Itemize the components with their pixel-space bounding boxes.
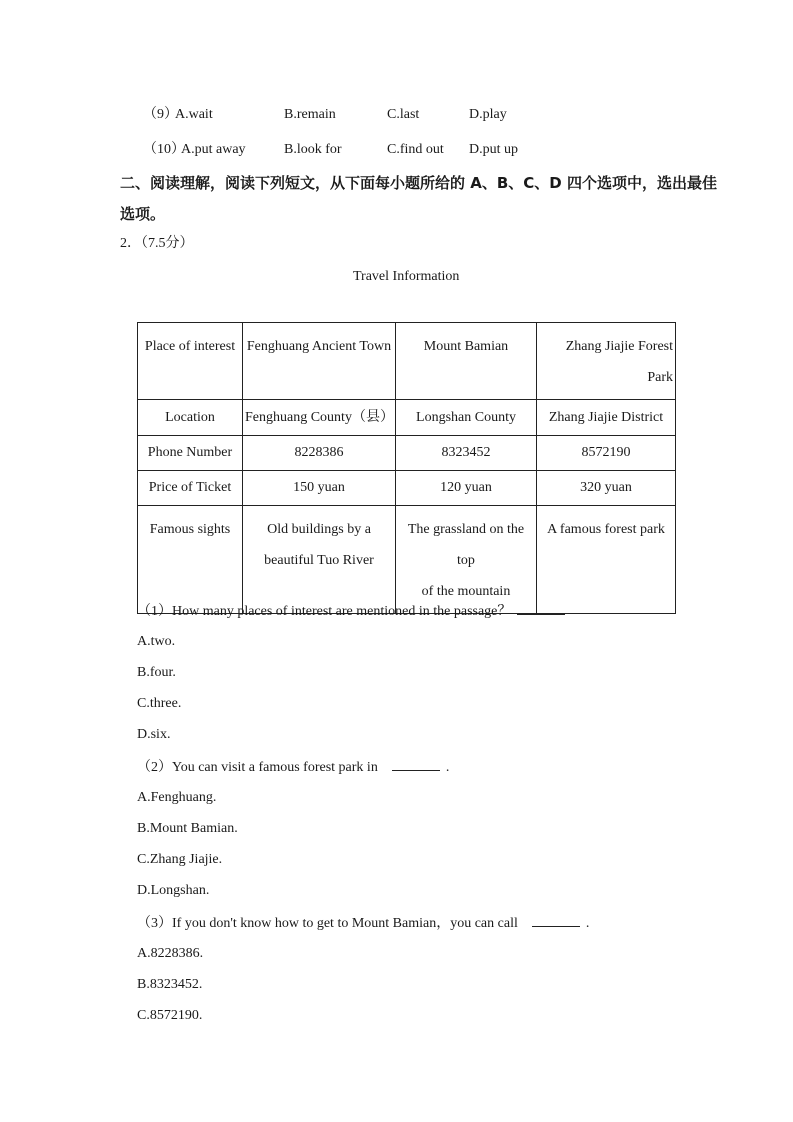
cell-line: Zhang Jiajie Forest (565, 339, 673, 354)
row-label: Price of Ticket (138, 471, 243, 506)
table-cell: 320 yuan (537, 471, 676, 506)
q10-option-a: A.put away (181, 142, 246, 157)
table-row (138, 436, 676, 471)
row-label: Place of interest (138, 323, 243, 400)
table-cell: A famous forest park (537, 506, 676, 614)
question-2-option-c: C.Zhang Jiajie. (137, 852, 223, 867)
q10-option-b: B.look for (284, 142, 342, 157)
question-2-option-d: D.Longshan. (137, 883, 210, 898)
question-3-option-b: B.8323452. (137, 977, 203, 992)
question-2-suffix: . (445, 760, 450, 775)
question-3-text: （3）If you don't know how to get to Mount Bamian，you can call (137, 916, 518, 931)
question-2-option-a: A.Fenghuang. (137, 790, 217, 805)
q10-option-d: D.put up (469, 142, 518, 157)
question-3-option-c: C.8572190. (137, 1008, 203, 1023)
question-1-option-a: A.two. (137, 634, 176, 649)
q9-option-a: A.wait (175, 107, 213, 122)
question-2-stem (137, 758, 449, 777)
table-cell: 120 yuan (396, 471, 537, 506)
question-1-option-c: C.three. (137, 696, 182, 711)
q10-option-c: C.find out (387, 142, 444, 157)
cell-line: top (457, 553, 475, 568)
answer-blank (532, 914, 580, 927)
table-row (138, 400, 676, 436)
q9-option-d: D.play (469, 107, 507, 122)
row-label: Location (138, 400, 243, 436)
travel-info-table (137, 322, 676, 614)
question-3-stem (137, 914, 589, 933)
cell-line: of the mountain (421, 584, 511, 599)
question-2-text: （2）You can visit a famous forest park in (137, 760, 378, 775)
table-cell: 8323452 (396, 436, 537, 471)
cell-line: beautiful Tuo River (264, 553, 374, 568)
table-cell: 150 yuan (243, 471, 396, 506)
q10-number: （10） (143, 142, 185, 157)
table-cell (537, 323, 676, 400)
row-label: Phone Number (138, 436, 243, 471)
cell-line: Old buildings by a (267, 522, 371, 537)
table-cell: Fenghuang County（县） (243, 400, 396, 436)
table-cell: 8572190 (537, 436, 676, 471)
question-3-suffix: . (585, 916, 590, 931)
answer-blank (517, 602, 565, 615)
table-cell: 8228386 (243, 436, 396, 471)
table-cell: Fenghuang Ancient Town (243, 323, 396, 400)
cell-line: The grassland on the (407, 522, 525, 537)
table-cell: Longshan County (396, 400, 537, 436)
row-label: Famous sights (138, 506, 243, 614)
question-1-text: （1）How many places of interest are mentioned in the passage？ (137, 604, 512, 619)
answer-blank (392, 758, 440, 771)
table-cell (243, 506, 396, 614)
question-3-option-a: A.8228386. (137, 946, 204, 961)
table-row (138, 506, 676, 614)
question-1-option-b: B.four. (137, 665, 176, 680)
table-row (138, 471, 676, 506)
question-1-option-d: D.six. (137, 727, 171, 742)
section-heading-line1: 二、阅读理解，阅读下列短文，从下面每小题所给的 A、B、C、D 四个选项中，选出最佳 (120, 174, 717, 192)
passage-title: Travel Information (353, 269, 460, 284)
table-cell: Zhang Jiajie District (537, 400, 676, 436)
table-cell (396, 506, 537, 614)
q9-option-b: B.remain (284, 107, 336, 122)
section-heading-line2: 选项。 (120, 205, 166, 223)
question-number: 2．（7.5分） (120, 236, 194, 251)
q9-option-c: C.last (387, 107, 420, 122)
question-2-option-b: B.Mount Bamian. (137, 821, 238, 836)
table-row (138, 323, 676, 400)
question-1-stem (137, 602, 571, 621)
table-cell: Mount Bamian (396, 323, 537, 400)
q9-number: （9） (143, 107, 178, 122)
cell-line: Park (647, 370, 673, 385)
